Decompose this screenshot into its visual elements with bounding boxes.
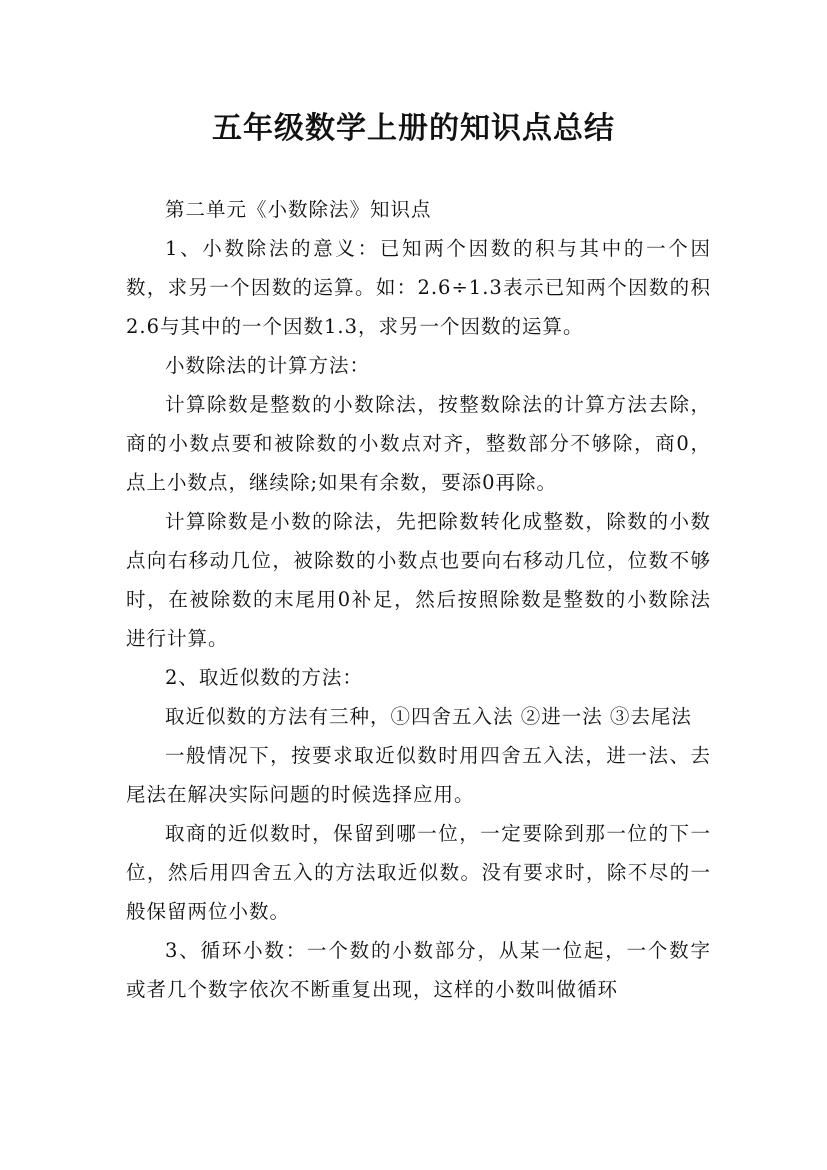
paragraph: 一般情况下，按要求取近似数时用四舍五入法，进一法、去尾法在解决实际问题的时候选择应用。 (126, 744, 711, 806)
paragraph: 计算除数是整数的小数除法，按整数除法的计算方法去除，商的小数点要和被除数的小数点对齐，整数部分不够除，商0，点上小数点，继续除;如果有余数，要添0再除。 (126, 393, 711, 494)
document-title: 五年级数学上册的知识点总结 (212, 111, 615, 146)
paragraph: 计算除数是小数的除法，先把除数转化成整数，除数的小数点向右移动几位，被除数的小数点也要向右移动几位，位数不够时，在被除数的末尾用0补足，然后按照除数是整数的小数除法进行计算。 (126, 510, 711, 650)
paragraph: 3、循环小数：一个数的小数部分，从某一位起，一个数字或者几个数字依次不断重复出现，这样的小数叫做循环 (126, 939, 711, 1001)
section-heading: 第二单元《小数除法》知识点 (165, 198, 432, 221)
document-body (126, 190, 711, 1009)
paragraph: 取商的近似数时，保留到哪一位，一定要除到那一位的下一位，然后用四舍五入的方法取近似数。没有要求时，除不尽的一般保留两位小数。 (126, 822, 711, 923)
paragraph: 取近似数的方法有三种，①四舍五入法 ②进一法 ③去尾法 (165, 705, 692, 728)
paragraph: 1、小数除法的意义：已知两个因数的积与其中的一个因数，求另一个因数的运算。如：2.6÷1.3表示已知两个因数的积2.6与其中的一个因数1.3，求另一个因数的运算。 (126, 237, 711, 338)
paragraph: 小数除法的计算方法： (165, 354, 371, 377)
paragraph: 2、取近似数的方法： (165, 666, 363, 689)
